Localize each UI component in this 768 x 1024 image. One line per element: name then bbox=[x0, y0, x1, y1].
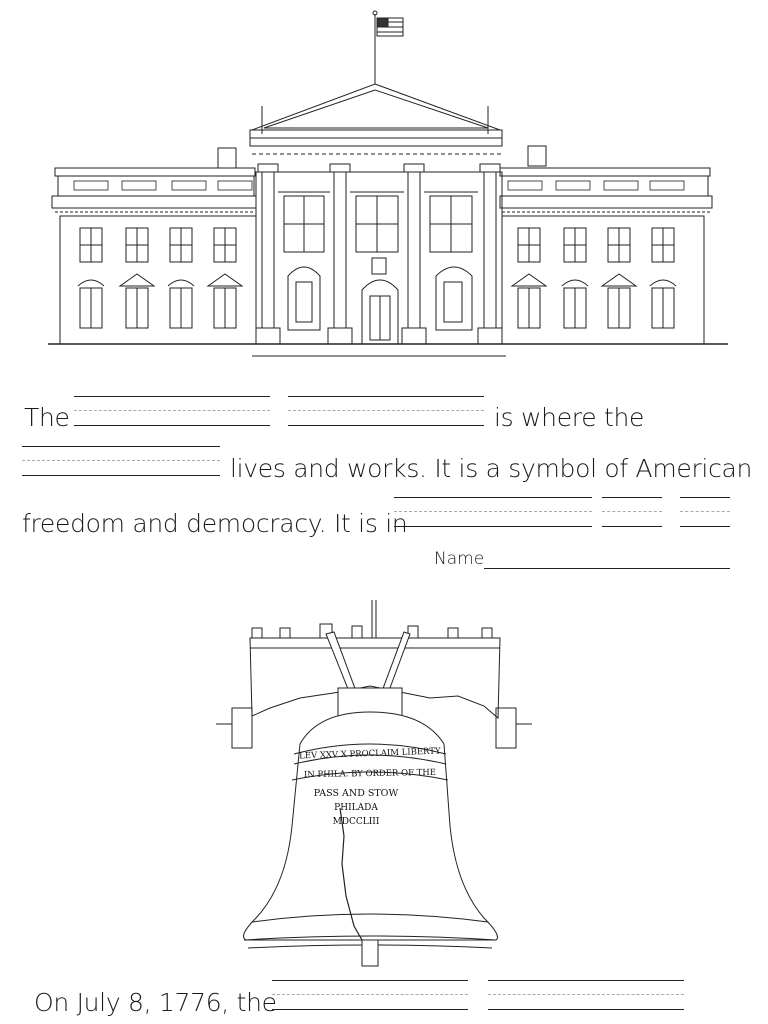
answer-blank-1[interactable] bbox=[74, 396, 270, 426]
liberty-bell-illustration bbox=[0, 596, 768, 976]
answer-blank-7[interactable] bbox=[272, 980, 468, 1010]
bell-maker-line2: PHILADA bbox=[334, 803, 378, 813]
answer-blank-3[interactable] bbox=[22, 446, 220, 476]
bell-maker-line3: MDCCLIII bbox=[332, 817, 380, 827]
sentence-freedom: freedom and democracy. It is in bbox=[22, 509, 408, 538]
bell-inscription-line1: LEV XXV X PROCLAIM LIBERTY bbox=[299, 746, 441, 762]
answer-blank-6[interactable] bbox=[680, 497, 730, 527]
name-field[interactable] bbox=[484, 567, 730, 569]
answer-blank-5[interactable] bbox=[602, 497, 662, 527]
bell-maker-line1: PASS AND STOW bbox=[313, 788, 399, 799]
answer-blank-8[interactable] bbox=[488, 980, 684, 1010]
white-house-illustration bbox=[0, 0, 768, 368]
sentence-on-july-8: On July 8, 1776, the bbox=[34, 988, 277, 1017]
bell-inscription-line2: IN PHILA. BY ORDER OF THE bbox=[303, 767, 437, 781]
sentence-is-where-the: is where the bbox=[494, 403, 645, 432]
sentence-lives-and-works: lives and works. It is a symbol of American bbox=[230, 454, 753, 483]
answer-blank-2[interactable] bbox=[288, 396, 484, 426]
sentence-the: The bbox=[24, 403, 70, 432]
answer-blank-4[interactable] bbox=[394, 497, 592, 527]
name-label: Name bbox=[434, 549, 485, 569]
